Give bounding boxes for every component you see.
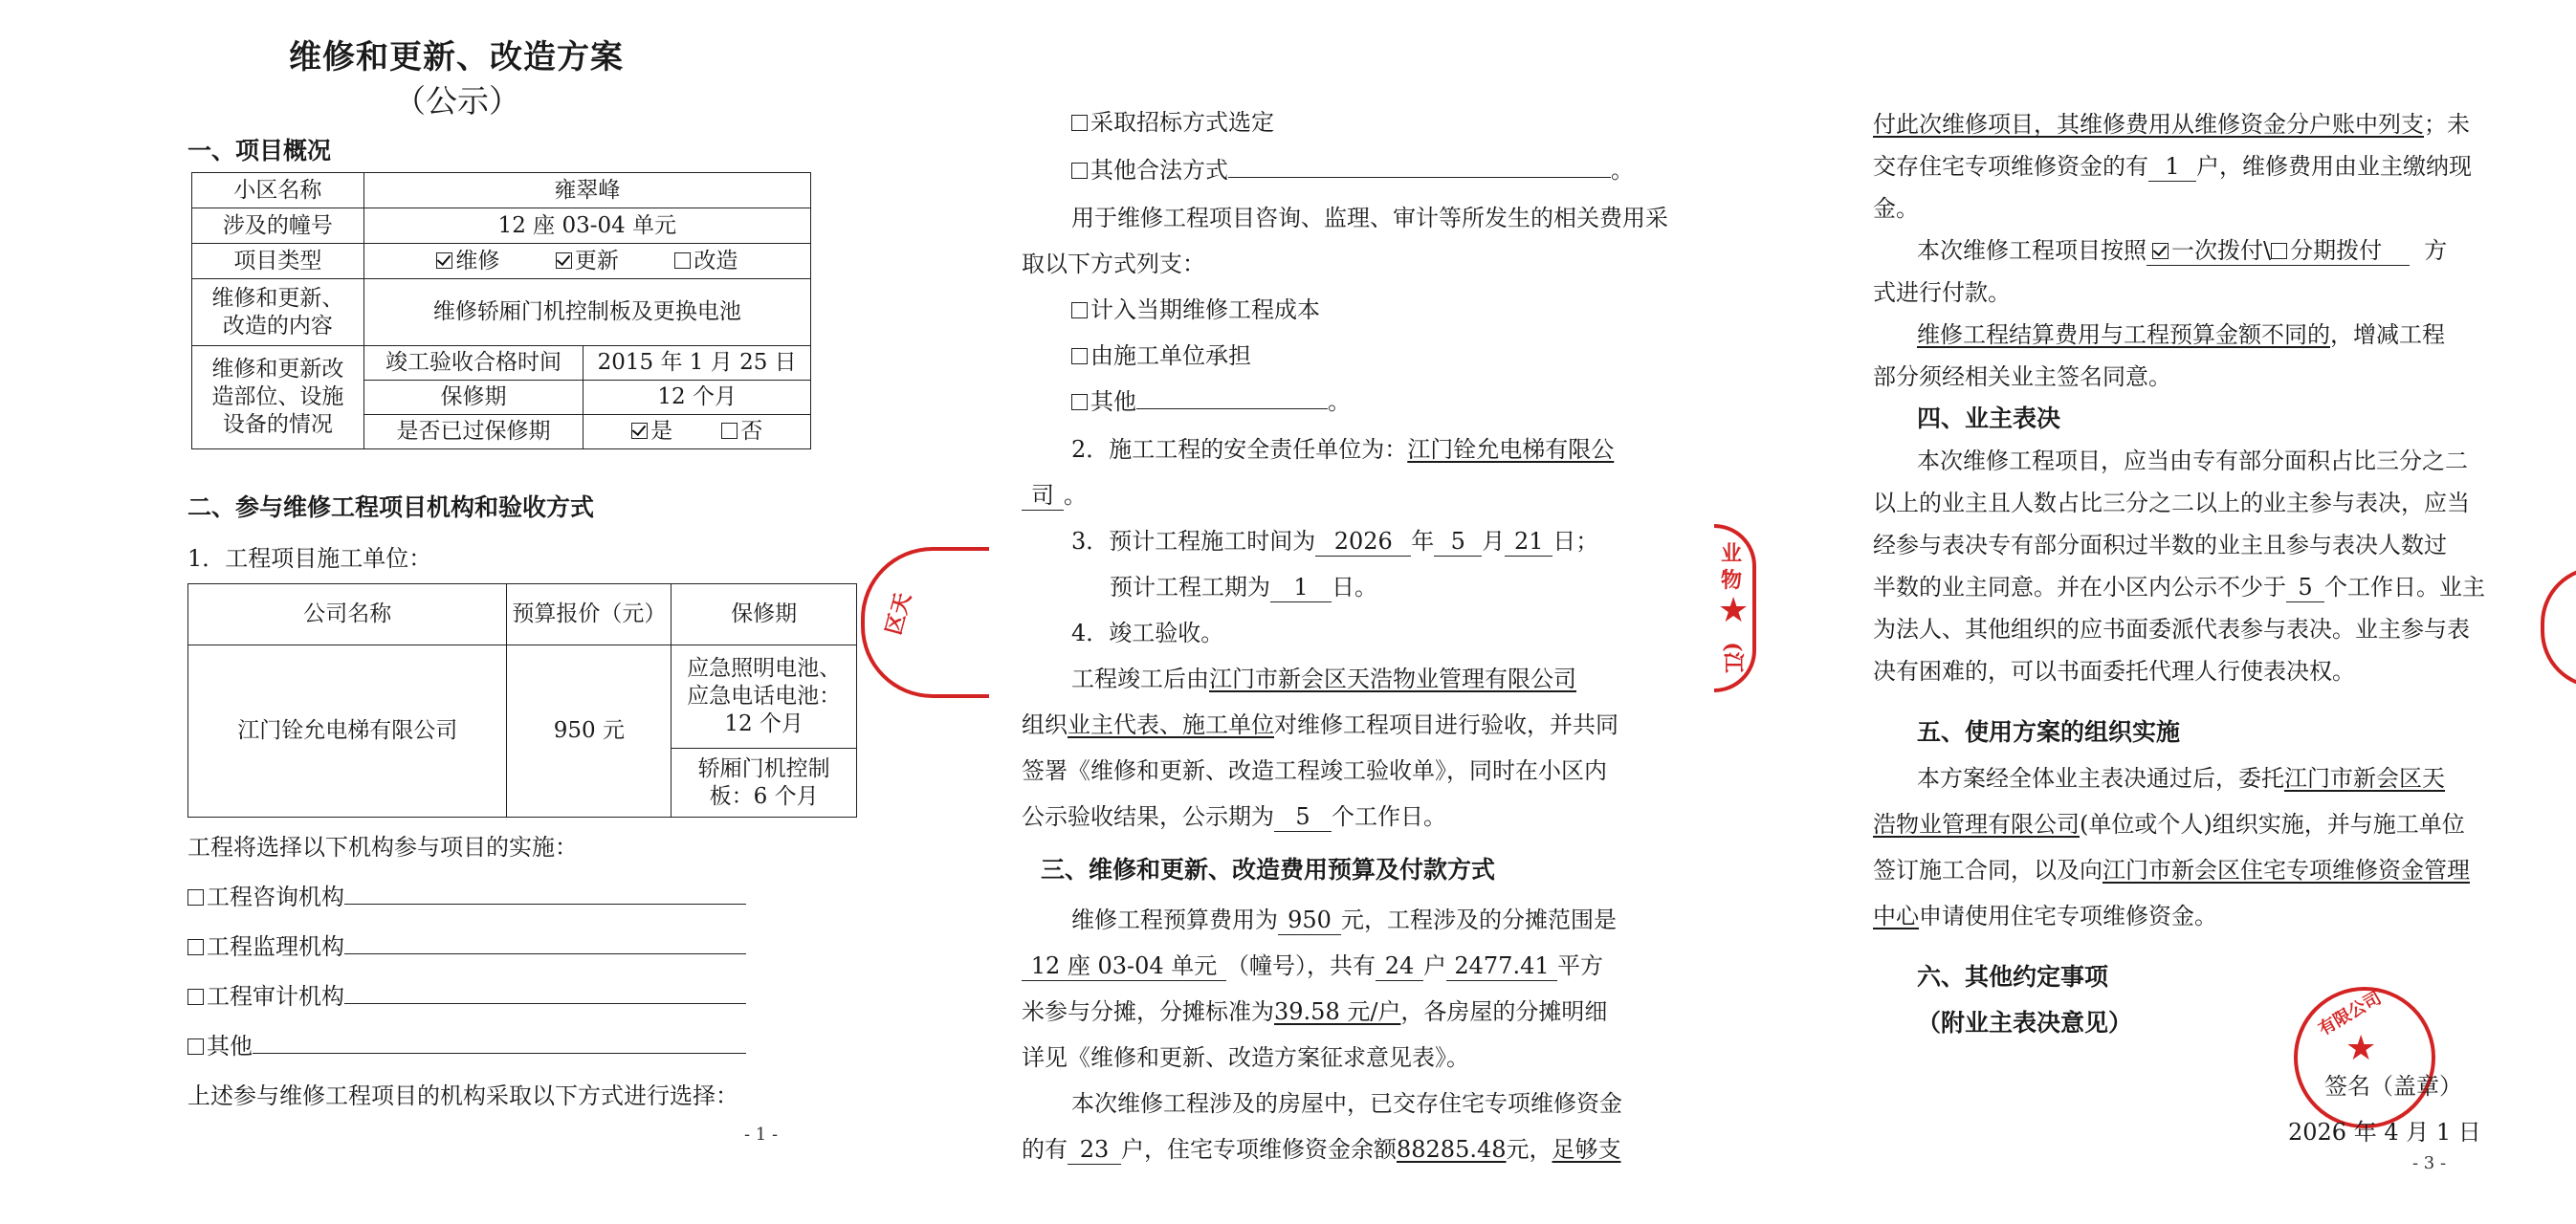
blank-line [1228, 154, 1611, 178]
org-label: 工程审计机构 [207, 983, 344, 1010]
checkbox-checked-icon [631, 423, 648, 439]
punctuation: 。 [1064, 482, 1087, 509]
org-line-2 [1873, 805, 2465, 839]
header-cell: 公司名称 [188, 584, 507, 645]
text: 日； [1552, 528, 1599, 555]
blank-line [344, 980, 746, 1004]
text: 半数的业主同意。并在小区内公示不少于 [1873, 574, 2286, 601]
text: 预计工程工期为 [1110, 574, 1270, 601]
warranty-cell [672, 645, 857, 749]
official-seal: 区天 [861, 547, 989, 698]
text: （幢号），共有 [1226, 952, 1376, 979]
page-number: - 3 - [2412, 1153, 2447, 1173]
checkbox-icon [674, 252, 691, 269]
text: 公示验收结果，公示期为 [1022, 803, 1274, 830]
option-label: 否 [740, 419, 763, 445]
p3-line-5: 式进行付款。 [1873, 279, 2011, 306]
section-heading-6: 六、其他约定事项 [1917, 963, 2109, 991]
text: 元， [1506, 1136, 1552, 1163]
entrusted-company: 江门市新会区天 [2284, 765, 2445, 792]
year-value: 2026 [1315, 529, 1411, 557]
option-label: 改造 [694, 248, 738, 273]
option-label: 采取招标方式选定 [1090, 109, 1274, 136]
checkbox-icon [721, 423, 738, 439]
fund-center-cont: 中心 [1873, 903, 1919, 929]
household-count: 24 [1376, 953, 1423, 981]
checkbox-icon [187, 889, 204, 906]
text: 签订施工合同，以及向 [1873, 857, 2103, 884]
text: 3．预计工程施工时间为 [1071, 528, 1316, 555]
text: 米参与分摊，分摊标准为 [1022, 998, 1274, 1025]
document-subtitle: （公示） [394, 82, 520, 120]
checkbox-icon [1071, 394, 1088, 410]
entrusted-company-cont: 浩物业管理有限公司 [1873, 811, 2080, 838]
construction-unit-table [187, 583, 857, 818]
project-type-options [363, 244, 810, 279]
text: 申请使用住宅专项维修资金。 [1919, 903, 2217, 929]
day-value: 21 [1505, 529, 1552, 557]
budget-line-5: 本次维修工程涉及的房屋中，已交存住宅专项维修资金 [1071, 1090, 1622, 1117]
label-line: 维修和更新改 [211, 357, 344, 382]
page-2 [957, 0, 1750, 1224]
text: ；未 [2424, 111, 2470, 138]
text: 足够支 [1552, 1136, 1621, 1163]
label-line: 造部位、设施 [211, 384, 344, 410]
page-1 [0, 0, 916, 1224]
text: 年 [1411, 528, 1435, 555]
cell-label [192, 346, 364, 449]
p3-line-6 [1917, 316, 2445, 349]
checkbox-checked-icon [556, 252, 572, 269]
checkbox-checked-icon [2152, 243, 2169, 259]
p3-line-1 [1873, 105, 2470, 139]
section-heading-5: 五、使用方案的组织实施 [1917, 718, 2181, 746]
checkbox-icon [1071, 163, 1088, 179]
blank-line [253, 1030, 746, 1054]
bid-option [1071, 103, 1274, 137]
checkbox-icon [2271, 243, 2287, 259]
option-label: 计入当期维修工程成本 [1090, 296, 1320, 323]
deposited-count: 23 [1068, 1137, 1121, 1165]
safety-unit-line-2 [1022, 476, 1087, 511]
acceptance-line-3: 签署《维修和更新、改造工程竣工验收单》，同时在小区内 [1022, 757, 1607, 784]
document-title: 维修和更新、改造方案 [289, 38, 624, 76]
fee-text-line-2: 取以下方式列支： [1022, 251, 1205, 277]
cell-label: 保修期 [363, 381, 583, 415]
price-cell: 950 元 [507, 645, 672, 818]
org-label: 工程咨询机构 [207, 884, 344, 910]
cell-label: 项目类型 [192, 244, 364, 279]
seal-text: 有限公司 [2315, 988, 2386, 1040]
cell-value: 2015 年 1 月 25 日 [583, 346, 811, 381]
vote-line-4 [1873, 568, 2485, 602]
blank-line [344, 930, 746, 954]
text: 户，维修费用由业主缴纳现 [2196, 153, 2472, 180]
section-heading-4: 四、业主表决 [1917, 404, 2061, 432]
item-1-text: 1．工程项目施工单位： [187, 545, 432, 572]
org-label: 其他 [207, 1033, 253, 1060]
month-value: 5 [1434, 529, 1482, 557]
checkbox-icon [1071, 115, 1088, 131]
cell-value [583, 415, 811, 449]
safety-company: 江门铨允电梯有限公 [1407, 436, 1615, 463]
text: 组织 [1022, 711, 1068, 738]
warranty-line: 应急电话电池： [687, 684, 842, 710]
label-line: 设备的情况 [222, 411, 333, 437]
warranty-line: 轿厢门机控制 [697, 755, 830, 781]
option-label: 其他 [1090, 388, 1136, 415]
option-label: 由施工单位承担 [1090, 342, 1251, 369]
text: 维修工程预算费用为 [1071, 907, 1278, 933]
label-line: 改造的内容 [222, 313, 333, 339]
cell-value: 12 座 03-04 单元 [363, 208, 810, 244]
fund-balance: 88285.48 [1397, 1136, 1507, 1163]
acceptance-parties: 业主代表、施工单位 [1068, 711, 1274, 738]
vote-line-1: 本次维修工程项目，应当由专有部分面积占比三分之二 [1917, 448, 2468, 474]
text: (单位或个人)组织实施，并与施工单位 [2080, 811, 2465, 838]
label-line: 维修和更新、 [211, 285, 344, 311]
text: 维修工程结算费用与工程预算金额不同的 [1917, 321, 2330, 348]
option-label: 更新 [574, 248, 619, 273]
org-option [187, 928, 746, 961]
budget-amount: 950 [1278, 907, 1341, 935]
text: 元，工程涉及的分摊范围是 [1341, 907, 1617, 933]
share-scope: 12 座 03-04 单元 [1022, 953, 1226, 981]
area-value: 2477.41 [1446, 953, 1557, 981]
cell-label: 涉及的幢号 [192, 208, 364, 244]
text: 户 [1423, 952, 1446, 979]
cell-value: 雍翠峰 [363, 173, 810, 208]
cell-label: 竣工验收合格时间 [363, 346, 583, 381]
org-label: 工程监理机构 [207, 933, 344, 960]
warranty-cell [672, 749, 857, 818]
blank-line [1136, 385, 1328, 409]
fee-text-line-1: 用于维修工程项目咨询、监理、审计等所发生的相关费用采 [1071, 205, 1668, 231]
section-heading-1: 一、项目概况 [187, 137, 332, 164]
text: 日。 [1332, 574, 1377, 601]
signature-label: 签名（盖章） [2324, 1073, 2462, 1100]
text: 本次维修工程项目按照 [1917, 237, 2147, 264]
seal-text: 物 [1721, 568, 1743, 593]
duration-value: 1 [1270, 575, 1332, 602]
safety-unit-line [1071, 430, 1614, 464]
p3-line-2 [1873, 147, 2472, 182]
cell-label [192, 279, 364, 346]
warranty-line: 板：6 个月 [709, 783, 819, 809]
fee-option [1071, 382, 1351, 416]
cell-value: 维修轿厢门机控制板及更换电池 [363, 279, 810, 346]
attachment-note: （附业主表决意见） [1917, 1009, 2133, 1037]
section-heading-2: 二、参与维修工程项目机构和验收方式 [187, 493, 595, 521]
warranty-line: 应急照明电池、 [687, 656, 842, 682]
acceptance-line-2 [1022, 706, 1618, 739]
text: 交存住宅专项维修资金的有 [1873, 153, 2148, 180]
budget-line-2 [1022, 947, 1603, 981]
org-option [187, 1027, 746, 1060]
budget-line-4: 详见《维修和更新、改造方案征求意见表》。 [1022, 1044, 1469, 1071]
punctuation: 。 [1611, 157, 1634, 184]
org-line-4 [1873, 897, 2217, 930]
seal-text: (江 [1720, 642, 1746, 673]
text: 对维修工程项目进行验收，并共同 [1274, 711, 1618, 738]
cell-label: 是否已过保修期 [363, 415, 583, 449]
budget-line-3 [1022, 993, 1607, 1026]
text: 的有 [1022, 1136, 1068, 1163]
text: 2．施工工程的安全责任单位为： [1071, 436, 1408, 463]
seal-text: 业 [1721, 541, 1743, 566]
share-standard: 39.58 元/户 [1274, 998, 1401, 1025]
text: 个工作日。业主 [2324, 574, 2485, 601]
text: 付此次维修项目，其维修费用从维修资金分户账中列支 [1873, 111, 2424, 138]
checkbox-icon [1071, 302, 1088, 318]
text: ，增减工程 [2330, 321, 2445, 348]
text: ，各房屋的分摊明细 [1400, 998, 1608, 1025]
company-cell: 江门铨允电梯有限公司 [188, 645, 507, 818]
checkbox-icon [1071, 348, 1088, 364]
property-company: 江门市新会区天浩物业管理有限公司 [1209, 666, 1576, 692]
item-4-text: 4．竣工验收。 [1071, 620, 1224, 646]
budget-line-1 [1071, 901, 1617, 935]
org-option [187, 878, 746, 911]
fee-option [1071, 337, 1251, 370]
checkbox-icon [187, 989, 204, 1005]
text: 工程竣工后由 [1071, 666, 1209, 692]
text: 个工作日。 [1332, 803, 1446, 830]
org-line-1 [1917, 759, 2445, 793]
p3-line-3: 金。 [1873, 195, 1919, 222]
page-number: - 1 - [744, 1125, 779, 1145]
punctuation: 。 [1328, 388, 1351, 415]
text: 本方案经全体业主表决通过后，委托 [1917, 765, 2284, 792]
checkbox-icon [187, 1038, 204, 1055]
acceptance-line-4 [1022, 798, 1446, 832]
select-method-text: 上述参与维修工程项目的机构采取以下方式进行选择： [187, 1082, 738, 1109]
duration-line [1110, 568, 1377, 602]
blank-line [344, 881, 746, 905]
option-label: 维修 [455, 248, 500, 273]
seal-star-icon: ★ [1718, 591, 1750, 630]
page-3 [1817, 0, 2576, 1224]
warranty-line: 12 个月 [724, 710, 804, 736]
vote-line-2: 以上的业主且人数占比三分之二以上的业主参与表决，应当 [1873, 490, 2470, 516]
payment-options [2147, 231, 2410, 266]
seal-star-icon: ★ [2345, 1029, 2377, 1068]
fund-center: 江门市新会区住宅专项维修资金管理 [2103, 857, 2470, 884]
org-option [187, 977, 746, 1011]
header-cell: 保修期 [672, 584, 857, 645]
vote-line-3: 经参与表决专有部分面积过半数的业主且参与表决人数过 [1873, 532, 2447, 558]
header-cell: 预算报价（元） [507, 584, 672, 645]
project-overview-table [191, 172, 811, 449]
payment-line [1917, 231, 2447, 266]
option-label: 其他合法方式 [1090, 157, 1228, 184]
sign-date: 2026 年 4 月 1 日 [2288, 1119, 2481, 1146]
text: 方 [2424, 237, 2448, 264]
option-label: 分期拨付 [2290, 237, 2383, 264]
acceptance-line-1 [1071, 660, 1576, 693]
not-deposited-count: 1 [2148, 154, 2196, 182]
notice-days: 5 [2286, 575, 2324, 602]
vote-line-5: 为法人、其他组织的应书面委派代表参与表决。业主参与表 [1873, 616, 2470, 643]
cell-value: 12 个月 [583, 381, 811, 415]
checkbox-checked-icon [436, 252, 452, 269]
official-seal-edge [2541, 566, 2576, 688]
fee-option [1071, 291, 1320, 324]
p3-line-7: 部分须经相关业主签名同意。 [1873, 363, 2171, 390]
text: 月 [1482, 528, 1506, 555]
other-method-option [1071, 151, 1634, 185]
checkbox-icon [187, 939, 204, 955]
vote-line-6: 决有困难的，可以书面委托代理人行使表决权。 [1873, 658, 2355, 685]
section-heading-3: 三、维修和更新、改造费用预算及付款方式 [1041, 856, 1496, 884]
select-orgs-text: 工程将选择以下机构参与项目的实施： [187, 834, 578, 861]
org-line-3 [1873, 851, 2470, 885]
option-label: 一次拨付\ [2171, 237, 2272, 264]
text: 户，住宅专项维修资金余额 [1121, 1136, 1397, 1163]
cell-label: 小区名称 [192, 173, 364, 208]
notice-days: 5 [1274, 804, 1332, 832]
text: 平方 [1557, 952, 1603, 979]
option-label: 是 [650, 419, 673, 445]
construction-time-line [1071, 522, 1598, 557]
budget-line-6 [1022, 1130, 1621, 1165]
safety-company-cont: 司 [1022, 483, 1064, 511]
